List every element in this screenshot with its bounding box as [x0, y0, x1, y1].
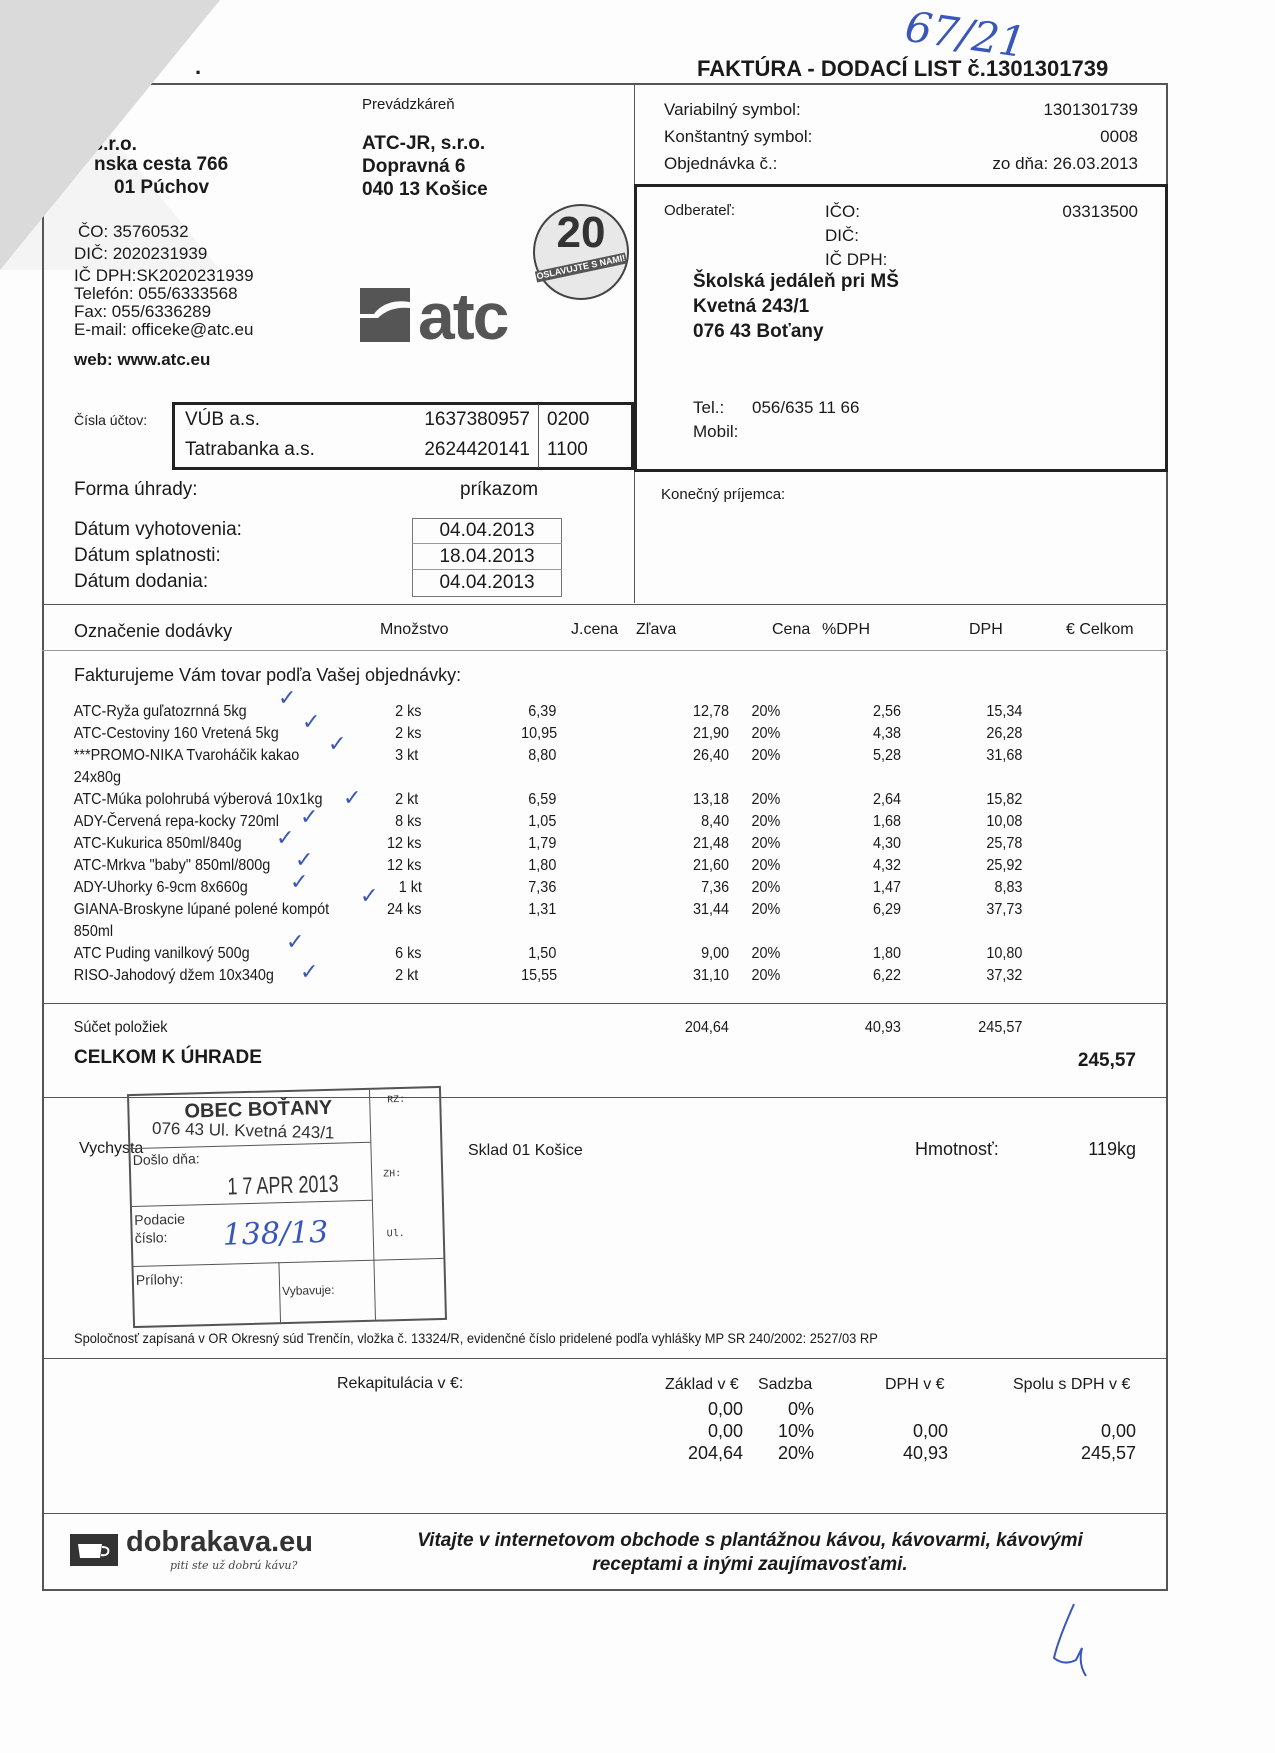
item-price: 9,00	[701, 945, 730, 962]
item-vat: 4,38	[873, 725, 902, 742]
footer-brand: dobrakava.eu	[126, 1526, 313, 1558]
item-price: 21,48	[693, 835, 730, 852]
atc-logo	[356, 284, 414, 346]
item-total: 10,80	[986, 945, 1023, 962]
recap-rate-header: Sadzba	[758, 1376, 813, 1393]
sum-label: Súčet položiek	[73, 1019, 168, 1036]
col-price-header: Cena	[772, 621, 811, 638]
item-vat-pct: 20%	[751, 857, 781, 874]
totals-top-line	[42, 1003, 1168, 1004]
check-mark-icon: ✓	[328, 732, 347, 757]
item-total: 25,78	[986, 835, 1023, 852]
col-discount-header: Zľava	[636, 621, 677, 638]
item-price: 12,78	[693, 703, 730, 720]
item-name: ATC-Kukurica 850ml/840g	[73, 835, 242, 852]
seller-email: E-mail: officeke@atc.eu	[74, 320, 254, 339]
check-mark-icon: ✓	[300, 805, 319, 830]
customer-label: Odberateľ:	[664, 202, 736, 219]
customer-icdph-label: IČ DPH:	[825, 250, 888, 269]
item-qty: 8 ks	[395, 813, 422, 830]
item-price: 13,18	[693, 791, 730, 808]
final-recipient-label: Konečný príjemca:	[661, 486, 786, 503]
stamp-reg-value: 138/13	[222, 1214, 329, 1253]
constant-symbol-label: Konštantný symbol:	[664, 127, 813, 146]
table-row-continuation	[0, 923, 1148, 945]
recap-base-0: 0,00	[707, 1399, 743, 1419]
table-row	[0, 725, 1148, 747]
item-vat: 6,22	[873, 967, 902, 984]
item-name: ATC Puding vanilkový 500g	[73, 945, 250, 962]
item-qty: 12 ks	[387, 835, 422, 852]
item-unit-price: 1,05	[528, 813, 557, 830]
table-intro: Fakturujeme Vám tovar podľa Vašej objednávky:	[74, 665, 462, 685]
account-code-1: 0200	[547, 409, 590, 430]
table-row	[0, 703, 1148, 725]
item-vat: 2,64	[873, 791, 902, 808]
col-vat-header: DPH	[969, 621, 1003, 638]
check-mark-icon: ✓	[278, 686, 297, 711]
col-vatpct-header: %DPH	[822, 621, 871, 638]
item-price: 31,10	[693, 967, 730, 984]
account-number-2: 2624420141	[424, 439, 530, 460]
item-vat: 4,32	[873, 857, 902, 874]
item-unit-price: 1,50	[528, 945, 557, 962]
stamp-name: OBEC BOŤANY	[184, 1096, 333, 1123]
table-row	[0, 835, 1148, 857]
item-vat-pct: 20%	[751, 945, 781, 962]
coffee-cup-svg-icon	[68, 1532, 120, 1568]
stamp-reg-label: Podacie číslo:	[134, 1210, 186, 1246]
item-name: ADY-Červená repa-kocky 720ml	[73, 813, 279, 830]
item-total: 26,28	[986, 725, 1023, 742]
account-number-1: 1637380957	[424, 409, 530, 430]
item-vat: 1,80	[873, 945, 902, 962]
sum-total: 245,57	[978, 1019, 1023, 1036]
frame-bottom	[42, 1589, 1168, 1591]
item-price: 31,44	[693, 901, 730, 918]
table-row	[0, 879, 1148, 901]
order-label: Objednávka č.:	[664, 154, 778, 173]
item-vat-pct: 20%	[751, 901, 781, 918]
delivery-date-value: 04.04.2013	[439, 572, 535, 593]
item-unit-price: 1,31	[528, 901, 557, 918]
item-vat: 1,47	[873, 879, 902, 896]
check-mark-icon: ✓	[286, 930, 305, 955]
badge-number: 20	[556, 208, 606, 257]
footer-promo-line-1: Vitajte v internetovom obchode s plantážnou kávou, kávovarmi, kávovými	[417, 1530, 1083, 1551]
sum-row	[0, 1019, 1148, 1041]
table-row	[0, 747, 1148, 769]
total-due-label: CELKOM K ÚHRADE	[74, 1047, 262, 1068]
issued-by-label: Vychysta	[79, 1140, 144, 1157]
stamp-address: 076 43 Ul. Kvetná 243/1	[151, 1118, 335, 1143]
table-top-line	[42, 604, 1168, 605]
accounts-col-divider	[538, 404, 539, 468]
recap-total-header: Spolu s DPH v €	[1013, 1376, 1131, 1393]
customer-tel-label: Tel.:	[693, 398, 725, 417]
recap-vat-1: 0,00	[912, 1421, 948, 1441]
seller-phone: Telefón: 055/6333568	[74, 284, 238, 303]
table-row	[0, 901, 1148, 923]
item-vat-pct: 20%	[751, 791, 781, 808]
col-total-header: € Celkom	[1066, 621, 1134, 638]
item-price: 21,90	[693, 725, 730, 742]
item-total: 15,82	[986, 791, 1023, 808]
col-qty-header: Množstvo	[380, 621, 449, 638]
item-total: 8,83	[994, 879, 1023, 896]
table-header-line	[42, 650, 1168, 651]
item-qty: 1 kt	[398, 879, 422, 896]
badge-text: OSLAVUJTE S NAMI!	[535, 252, 627, 282]
customer-city: 076 43 Boťany	[693, 321, 824, 342]
order-value: zo dňa: 26.03.2013	[992, 154, 1138, 173]
sum-price: 204,64	[684, 1019, 729, 1036]
seller-fax: Fax: 055/6336289	[74, 302, 212, 321]
item-price: 7,36	[701, 879, 730, 896]
item-name: ATC-Cestoviny 160 Vretená 5kg	[73, 725, 279, 742]
check-mark-icon: ✓	[290, 870, 309, 895]
item-vat: 6,29	[873, 901, 902, 918]
recap-rate-0: 0%	[787, 1399, 814, 1419]
recap-total-1: 0,00	[1100, 1421, 1136, 1441]
table-row	[0, 967, 1148, 989]
weight-value: 119kg	[1088, 1139, 1136, 1159]
constant-symbol-value: 0008	[1100, 127, 1138, 146]
item-unit-price: 10,95	[521, 725, 558, 742]
item-vat: 4,30	[873, 835, 902, 852]
weight-label: Hmotnosť:	[915, 1139, 999, 1159]
atc-logo-mark-icon	[356, 284, 414, 346]
table-row	[0, 857, 1148, 879]
stamp-received-label: Došlo dňa:	[132, 1150, 200, 1169]
col-item-header: Označenie dodávky	[74, 621, 233, 641]
recap-vat-header: DPH v €	[885, 1376, 945, 1393]
stamp-rz-label: RZ:	[387, 1094, 406, 1107]
total-due-value: 245,57	[1077, 1050, 1136, 1071]
seller-icdph: IČ DPH:SK2020231939	[74, 266, 254, 285]
item-total: 37,73	[986, 901, 1023, 918]
customer-ico-value: 03313500	[1062, 202, 1138, 221]
folded-corner	[0, 0, 220, 270]
payment-form-label: Forma úhrady:	[74, 479, 198, 500]
stamp-ul-label: Ul.	[386, 1228, 405, 1241]
payment-form-value: príkazom	[460, 479, 539, 500]
accounts-label: Čísla účtov:	[74, 412, 148, 428]
recap-base-header: Základ v €	[665, 1376, 739, 1393]
seller-company: , s.r.o.	[82, 134, 137, 155]
due-date-label: Dátum splatnosti:	[74, 545, 221, 566]
item-vat-pct: 20%	[751, 835, 781, 852]
item-vat-pct: 20%	[751, 725, 781, 742]
footer-promo-line-2: receptami a inými zaujímavosťami.	[592, 1554, 908, 1575]
coffee-cup-icon	[68, 1532, 120, 1568]
table-row	[0, 791, 1148, 813]
item-qty: 6 ks	[395, 945, 422, 962]
stamp-handled-label: Vybavuje:	[282, 1282, 335, 1299]
check-mark-icon: ✓	[276, 826, 295, 851]
account-bank-1: VÚB a.s.	[185, 409, 260, 430]
recap-base-2: 204,64	[687, 1443, 743, 1463]
due-date-value: 18.04.2013	[439, 546, 535, 567]
table-row-continuation	[0, 769, 1148, 791]
issue-date-value: 04.04.2013	[439, 520, 535, 541]
received-stamp	[127, 1086, 447, 1328]
seller-partial-name: .	[195, 54, 202, 79]
seller-dic: DIČ: 2020231939	[74, 244, 208, 263]
item-qty: 12 ks	[387, 857, 422, 874]
anniversary-badge	[533, 204, 629, 300]
check-mark-icon: ✓	[300, 960, 319, 985]
col-unit-header: J.cena	[571, 621, 619, 638]
item-price: 21,60	[693, 857, 730, 874]
customer-name: Školská jedáleň pri MŠ	[693, 271, 899, 292]
stamp-received-date: 1 7 APR 2013	[227, 1170, 339, 1201]
item-vat-pct: 20%	[751, 967, 781, 984]
warehouse: Sklad 01 Košice	[468, 1142, 583, 1159]
signature-mark-icon	[1048, 1600, 1088, 1680]
stamp-zh-label: ZH:	[383, 1169, 402, 1181]
item-name-continued: 24x80g	[73, 769, 122, 786]
item-vat: 5,28	[873, 747, 902, 764]
seller-city: 01 Púchov	[114, 177, 210, 198]
sum-vat: 40,93	[864, 1019, 901, 1036]
item-vat: 1,68	[873, 813, 902, 830]
item-price: 26,40	[693, 747, 730, 764]
item-qty: 2 ks	[395, 725, 422, 742]
item-name: ADY-Uhorky 6-9cm 8x660g	[73, 879, 248, 896]
recap-vat-2: 40,93	[902, 1443, 948, 1463]
premises-label: Prevádzkáreň	[362, 96, 455, 113]
premises-city: 040 13 Košice	[362, 179, 488, 200]
customer-mobil-label: Mobil:	[693, 422, 739, 441]
table-row	[0, 813, 1148, 835]
seller-ico: ČO: 35760532	[78, 222, 189, 241]
seller-street: nska cesta 766	[94, 154, 229, 175]
item-name: ***PROMO-NIKA Tvaroháčik kakao	[73, 747, 300, 764]
atc-logo-text: atc	[418, 279, 508, 353]
item-qty: 2 kt	[395, 791, 419, 808]
item-unit-price: 1,79	[528, 835, 557, 852]
item-unit-price: 6,39	[528, 703, 557, 720]
item-unit-price: 8,80	[528, 747, 557, 764]
premises-street: Dopravná 6	[362, 156, 466, 177]
item-unit-price: 7,36	[528, 879, 557, 896]
item-total: 10,08	[986, 813, 1023, 830]
footer-slogan: piti ste už dobrú kávu?	[170, 1559, 298, 1572]
item-unit-price: 15,55	[521, 967, 558, 984]
handwritten-note: 67/21	[902, 1, 1029, 68]
item-vat-pct: 20%	[751, 703, 781, 720]
seller-web: web: www.atc.eu	[74, 350, 211, 369]
customer-dic-label: DIČ:	[825, 226, 859, 245]
item-name: ATC-Mrkva "baby" 850ml/800g	[73, 857, 271, 874]
item-qty: 2 ks	[395, 703, 422, 720]
registry-line	[42, 1358, 1168, 1359]
footer-top-line	[42, 1513, 1168, 1514]
item-name: GIANA-Broskyne lúpané polené kompót	[73, 901, 330, 918]
item-name-continued: 850ml	[73, 923, 114, 940]
check-mark-icon: ✓	[343, 786, 362, 811]
item-name: ATC-Múka polohrubá výberová 10x1kg	[73, 791, 323, 808]
recap-rate-2: 20%	[777, 1443, 814, 1463]
item-qty: 3 kt	[395, 747, 419, 764]
item-price: 8,40	[701, 813, 730, 830]
recap-base-1: 0,00	[707, 1421, 743, 1441]
item-total: 25,92	[986, 857, 1023, 874]
invoice-title: FAKTÚRA - DODACÍ LIST č.1301301739	[697, 56, 1109, 81]
account-bank-2: Tatrabanka a.s.	[185, 439, 315, 460]
registry-info: Spoločnosť zapísaná v OR Okresný súd Trenčín, vložka č. 13324/R, evidenčné číslo pridelené podľa vyhlášky MP SR 240/2002: 2527/03 RP	[74, 1330, 878, 1346]
item-unit-price: 1,80	[528, 857, 557, 874]
item-qty: 24 ks	[387, 901, 422, 918]
item-total: 31,68	[986, 747, 1023, 764]
customer-street: Kvetná 243/1	[693, 296, 810, 317]
item-name: ATC-Ryža guľatozrnná 5kg	[73, 703, 247, 720]
recap-total-2: 245,57	[1080, 1443, 1136, 1463]
item-vat-pct: 20%	[751, 813, 781, 830]
dates-divider-2	[412, 569, 562, 570]
check-mark-icon: ✓	[302, 710, 321, 735]
account-code-2: 1100	[547, 439, 588, 460]
item-total: 15,34	[986, 703, 1023, 720]
recap-rate-1: 10%	[777, 1421, 814, 1441]
item-unit-price: 6,59	[528, 791, 557, 808]
item-total: 37,32	[986, 967, 1023, 984]
check-mark-icon: ✓	[360, 884, 379, 909]
delivery-date-label: Dátum dodania:	[74, 571, 209, 592]
item-vat-pct: 20%	[751, 747, 781, 764]
stamp-attachments-label: Prílohy:	[135, 1270, 184, 1288]
check-mark-icon: ✓	[295, 848, 314, 873]
item-qty: 2 kt	[395, 967, 419, 984]
dates-divider-1	[412, 543, 562, 544]
issue-date-label: Dátum vyhotovenia:	[74, 519, 242, 540]
recap-label: Rekapitulácia v €:	[337, 1375, 464, 1392]
premises-company: ATC-JR, s.r.o.	[362, 133, 486, 154]
item-vat: 2,56	[873, 703, 902, 720]
item-name: RISO-Jahodový džem 10x340g	[73, 967, 274, 984]
variable-symbol-label: Variabilný symbol:	[664, 100, 801, 119]
customer-tel-value: 056/635 11 66	[752, 398, 860, 417]
table-row	[0, 945, 1148, 967]
variable-symbol-value: 1301301739	[1043, 100, 1138, 119]
item-vat-pct: 20%	[751, 879, 781, 896]
signature	[1048, 1600, 1088, 1680]
customer-ico-label: IČO:	[825, 202, 860, 221]
